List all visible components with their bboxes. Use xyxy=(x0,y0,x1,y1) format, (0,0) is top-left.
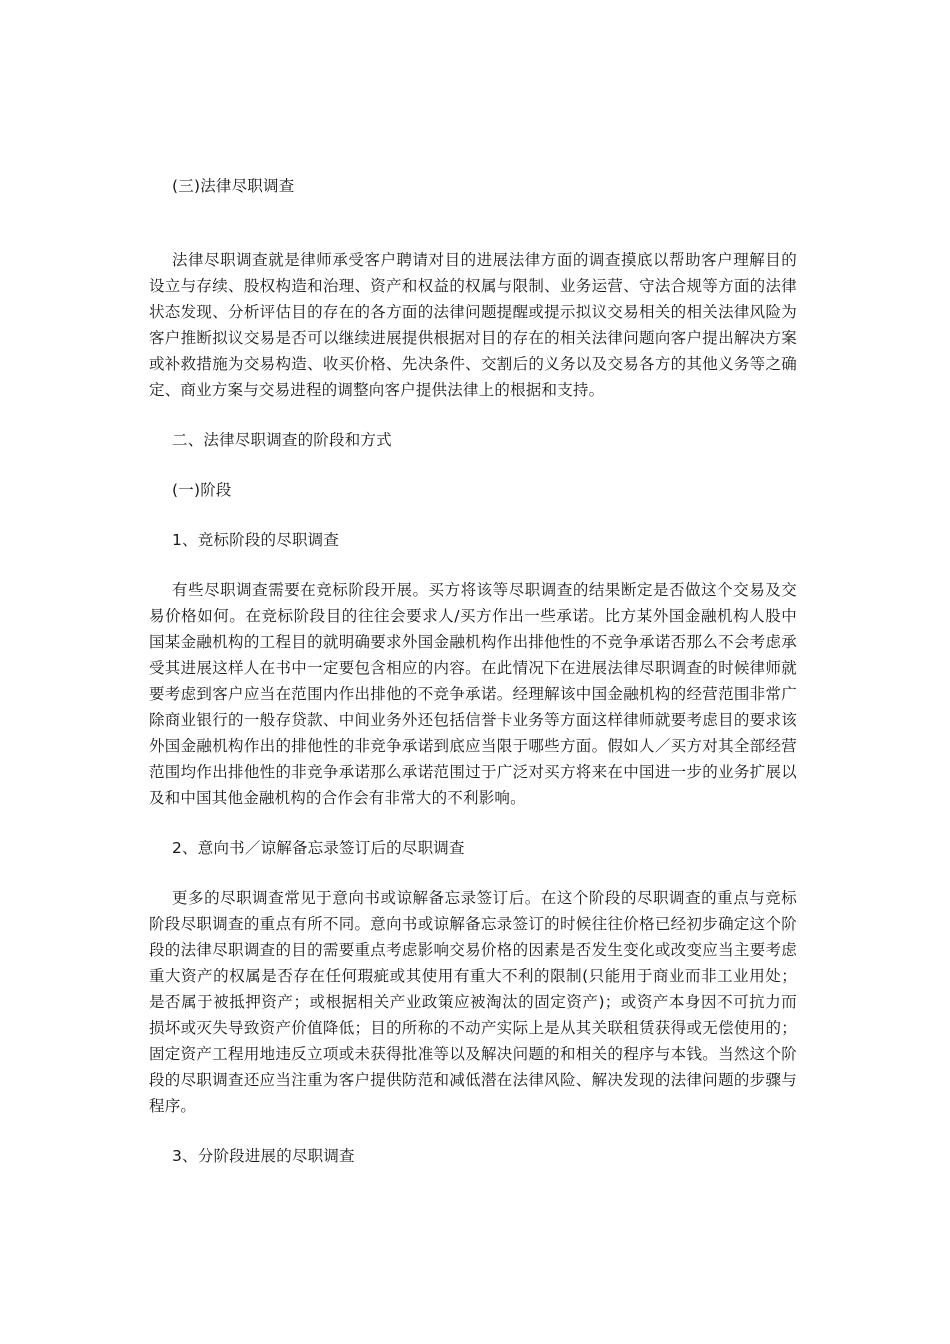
paragraph-after-loi: 更多的尽职调查常见于意向书或谅解备忘录签订后。在这个阶段的尽职调查的重点与竞标阶段尽职调查的重点有所不同。意向书或谅解备忘录签订的时候往往价格已经初步确定这个阶段的法律尽职调查的目的需要重点考虑影响交易价格的因素是否发生变化或改变应当主要考虑重大资产的权属是否存在任何瑕疵或其使用有重大不利的限制(只能用于商业而非工业用处；是否属于被抵押资产；或根据相关产业政策应被淘汰的固定资产)；或资产本身因不可抗力而损坏或灭失导致资产价值降低；目的所称的不动产实际上是从其关联租赁获得或无偿使用的；固定资产工程用地违反立项或未获得批准等以及解决问题的和相关的程序与本钱。当然这个阶段的尽职调查还应当注重为客户提供防范和减低潜在法律风险、解决发现的法律问题的步骤与程序。 xyxy=(149,889,797,1115)
section-heading-legal-due-diligence: (三)法律尽职调查 xyxy=(172,177,295,195)
item-heading-phased: 3、分阶段进展的尽职调查 xyxy=(172,1147,355,1165)
item-heading-after-loi: 2、意向书／谅解备忘录签订后的尽职调查 xyxy=(172,839,465,857)
paragraph-legal-due-diligence-definition: 法律尽职调查就是律师承受客户聘请对目的进展法律方面的调查摸底以帮助客户理解目的设立与存续、股权构造和治理、资产和权益的权属与限制、业务运营、守法合规等方面的法律状态发现、分析评估目的存在的各方面的法律问题提醒或提示拟议交易相关的相关法律风险为客户推断拟议交易是否可以继续进展提供根据对目的存在的相关法律问题向客户提出解决方案或补救措施为交易构造、收买价格、先决条件、交割后的义务以及交易各方的其他义务等之确定、商业方案与交易进程的调整向客户提供法律上的根据和支持。 xyxy=(149,251,797,399)
section-heading-stages-and-methods: 二、法律尽职调查的阶段和方式 xyxy=(172,431,392,449)
paragraph-bidding-stage: 有些尽职调查需要在竞标阶段开展。买方将该等尽职调查的结果断定是否做这个交易及交易价格如何。在竞标阶段目的往往会要求人/买方作出一些承诺。比方某外国金融机构人股中国某金融机构的工程目的就明确要求外国金融机构作出排他性的不竞争承诺否那么不会考虑承受其进展这样人在书中一定要包含相应的内容。在此情况下在进展法律尽职调查的时候律师就要考虑到客户应当在范围内作出排他的不竞争承诺。经理解该中国金融机构的经营范围非常广除商业银行的一般存贷款、中间业务外还包括信誉卡业务等方面这样律师就要考虑目的要求该外国金融机构作出的排他性的非竞争承诺到底应当限于哪些方面。假如人／买方对其全部经营范围均作出排他性的非竞争承诺那么承诺范围过于广泛对买方将来在中国进一步的业务扩展以及和中国其他金融机构的合作会有非常大的不利影响。 xyxy=(149,581,797,807)
document-body xyxy=(149,173,797,1169)
item-heading-bidding-stage: 1、竞标阶段的尽职调查 xyxy=(172,531,340,549)
subsection-heading-stages: (一)阶段 xyxy=(172,481,232,499)
